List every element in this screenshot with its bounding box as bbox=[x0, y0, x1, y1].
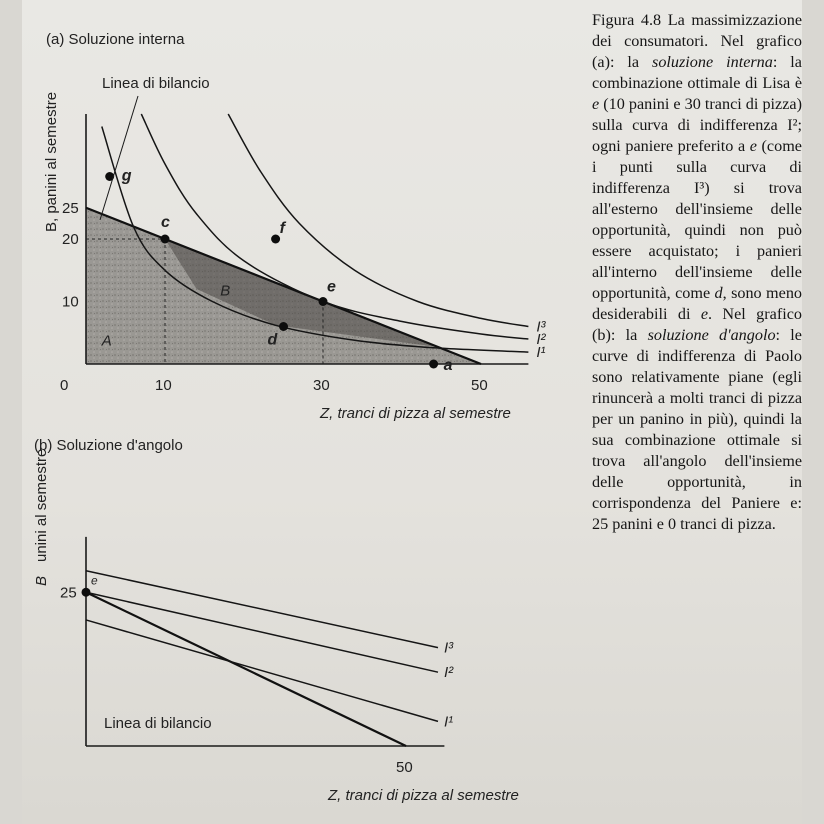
budget-line-label-b: Linea di bilancio bbox=[104, 715, 212, 732]
caption-text: : le curve di indifferenza di Paolo sono relativamente piane (egli rinuncerà a molti tranci di pizza per un panino in più), quindi la sua combinazione ottimale si trova all'angolo dell'insieme delle opportunità, in corrispondenza del Paniere e: 25 panini e 0 tranci di pizza. bbox=[592, 326, 802, 533]
x-tick-a: 0 bbox=[60, 377, 69, 394]
y-tick-a: 20 bbox=[62, 231, 79, 248]
indifference-label-3: I³ bbox=[536, 318, 546, 336]
caption-term-interior: soluzione interna bbox=[652, 53, 773, 71]
indifference-label-1: I¹ bbox=[536, 344, 546, 362]
point-label-c: c bbox=[161, 214, 170, 231]
budget-line-label-a: Linea di bilancio bbox=[102, 75, 210, 92]
chart-a-title: (a) Soluzione interna bbox=[46, 31, 185, 48]
point-label-e: e bbox=[327, 278, 336, 296]
point-label-b-e: e bbox=[91, 573, 98, 588]
caption-text: (10 panini e 30 tranci di pizza) sulla curva di indifferenza I²; ogni paniere preferito a bbox=[592, 95, 802, 155]
caption-basket: e bbox=[749, 137, 757, 155]
indifference-label-2: I² bbox=[536, 331, 546, 348]
caption-text: Nel grafico (a): la bbox=[592, 32, 802, 71]
point-label-f: f bbox=[279, 220, 285, 237]
figure-caption bbox=[592, 10, 802, 535]
caption-basket: e bbox=[592, 95, 600, 113]
indifference-curve-b-2 bbox=[86, 592, 438, 672]
point-b-e bbox=[82, 588, 91, 597]
x-tick-b: 50 bbox=[396, 759, 413, 776]
indifference-curve-b-1 bbox=[86, 620, 438, 721]
indifference-curve-b-3 bbox=[86, 571, 438, 648]
region-label-b: B bbox=[220, 282, 231, 300]
caption-basket: d bbox=[714, 284, 723, 302]
y-axis-label-b-prefix: B bbox=[33, 575, 50, 586]
caption-basket: e bbox=[700, 305, 709, 323]
y-axis-label-a: B, panini al semestre bbox=[43, 91, 60, 232]
x-tick-a: 50 bbox=[471, 377, 488, 394]
y-tick-a: 10 bbox=[62, 293, 79, 311]
y-axis-label-b: unini al semestre bbox=[33, 448, 50, 562]
chart-b-title: (b) Soluzione d'angolo bbox=[34, 437, 183, 454]
x-tick-a: 10 bbox=[155, 377, 172, 394]
point-label-a: a bbox=[443, 357, 453, 374]
indifference-label-b-1: I¹ bbox=[444, 713, 454, 731]
y-tick-b: 25 bbox=[60, 584, 77, 602]
caption-title: La massimizzazione dei consumatori. bbox=[592, 11, 803, 50]
caption-figure-number: Figura 4.8 bbox=[592, 11, 662, 29]
y-tick-a: 25 bbox=[62, 199, 79, 217]
caption-text: : la combinazione ottimale di Lisa è bbox=[592, 53, 802, 92]
x-axis-label-b: Z, tranci di pizza al semestre bbox=[328, 787, 519, 804]
caption-text: , sono meno desiderabili di bbox=[592, 284, 803, 323]
region-label-a: A bbox=[101, 332, 112, 350]
indifference-label-b-3: I³ bbox=[444, 639, 454, 657]
caption-term-corner: soluzione d'angolo bbox=[647, 326, 776, 344]
caption-paragraph bbox=[592, 10, 802, 535]
caption-text: . Nel grafico (b): la bbox=[592, 305, 802, 344]
indifference-label-b-2: I² bbox=[444, 664, 454, 682]
caption-text: (come i punti sulla curva di indifferenza I³) si trova all'esterno dell'insieme delle opportunità, quindi non può essere acquistato; i panieri all'interno dell'insieme delle opportunità, come bbox=[592, 137, 802, 302]
point-label-d: d bbox=[267, 331, 278, 349]
x-tick-a: 30 bbox=[313, 377, 330, 394]
x-axis-label-a: Z, tranci di pizza al semestre bbox=[320, 405, 511, 422]
point-label-g: g bbox=[121, 167, 132, 185]
